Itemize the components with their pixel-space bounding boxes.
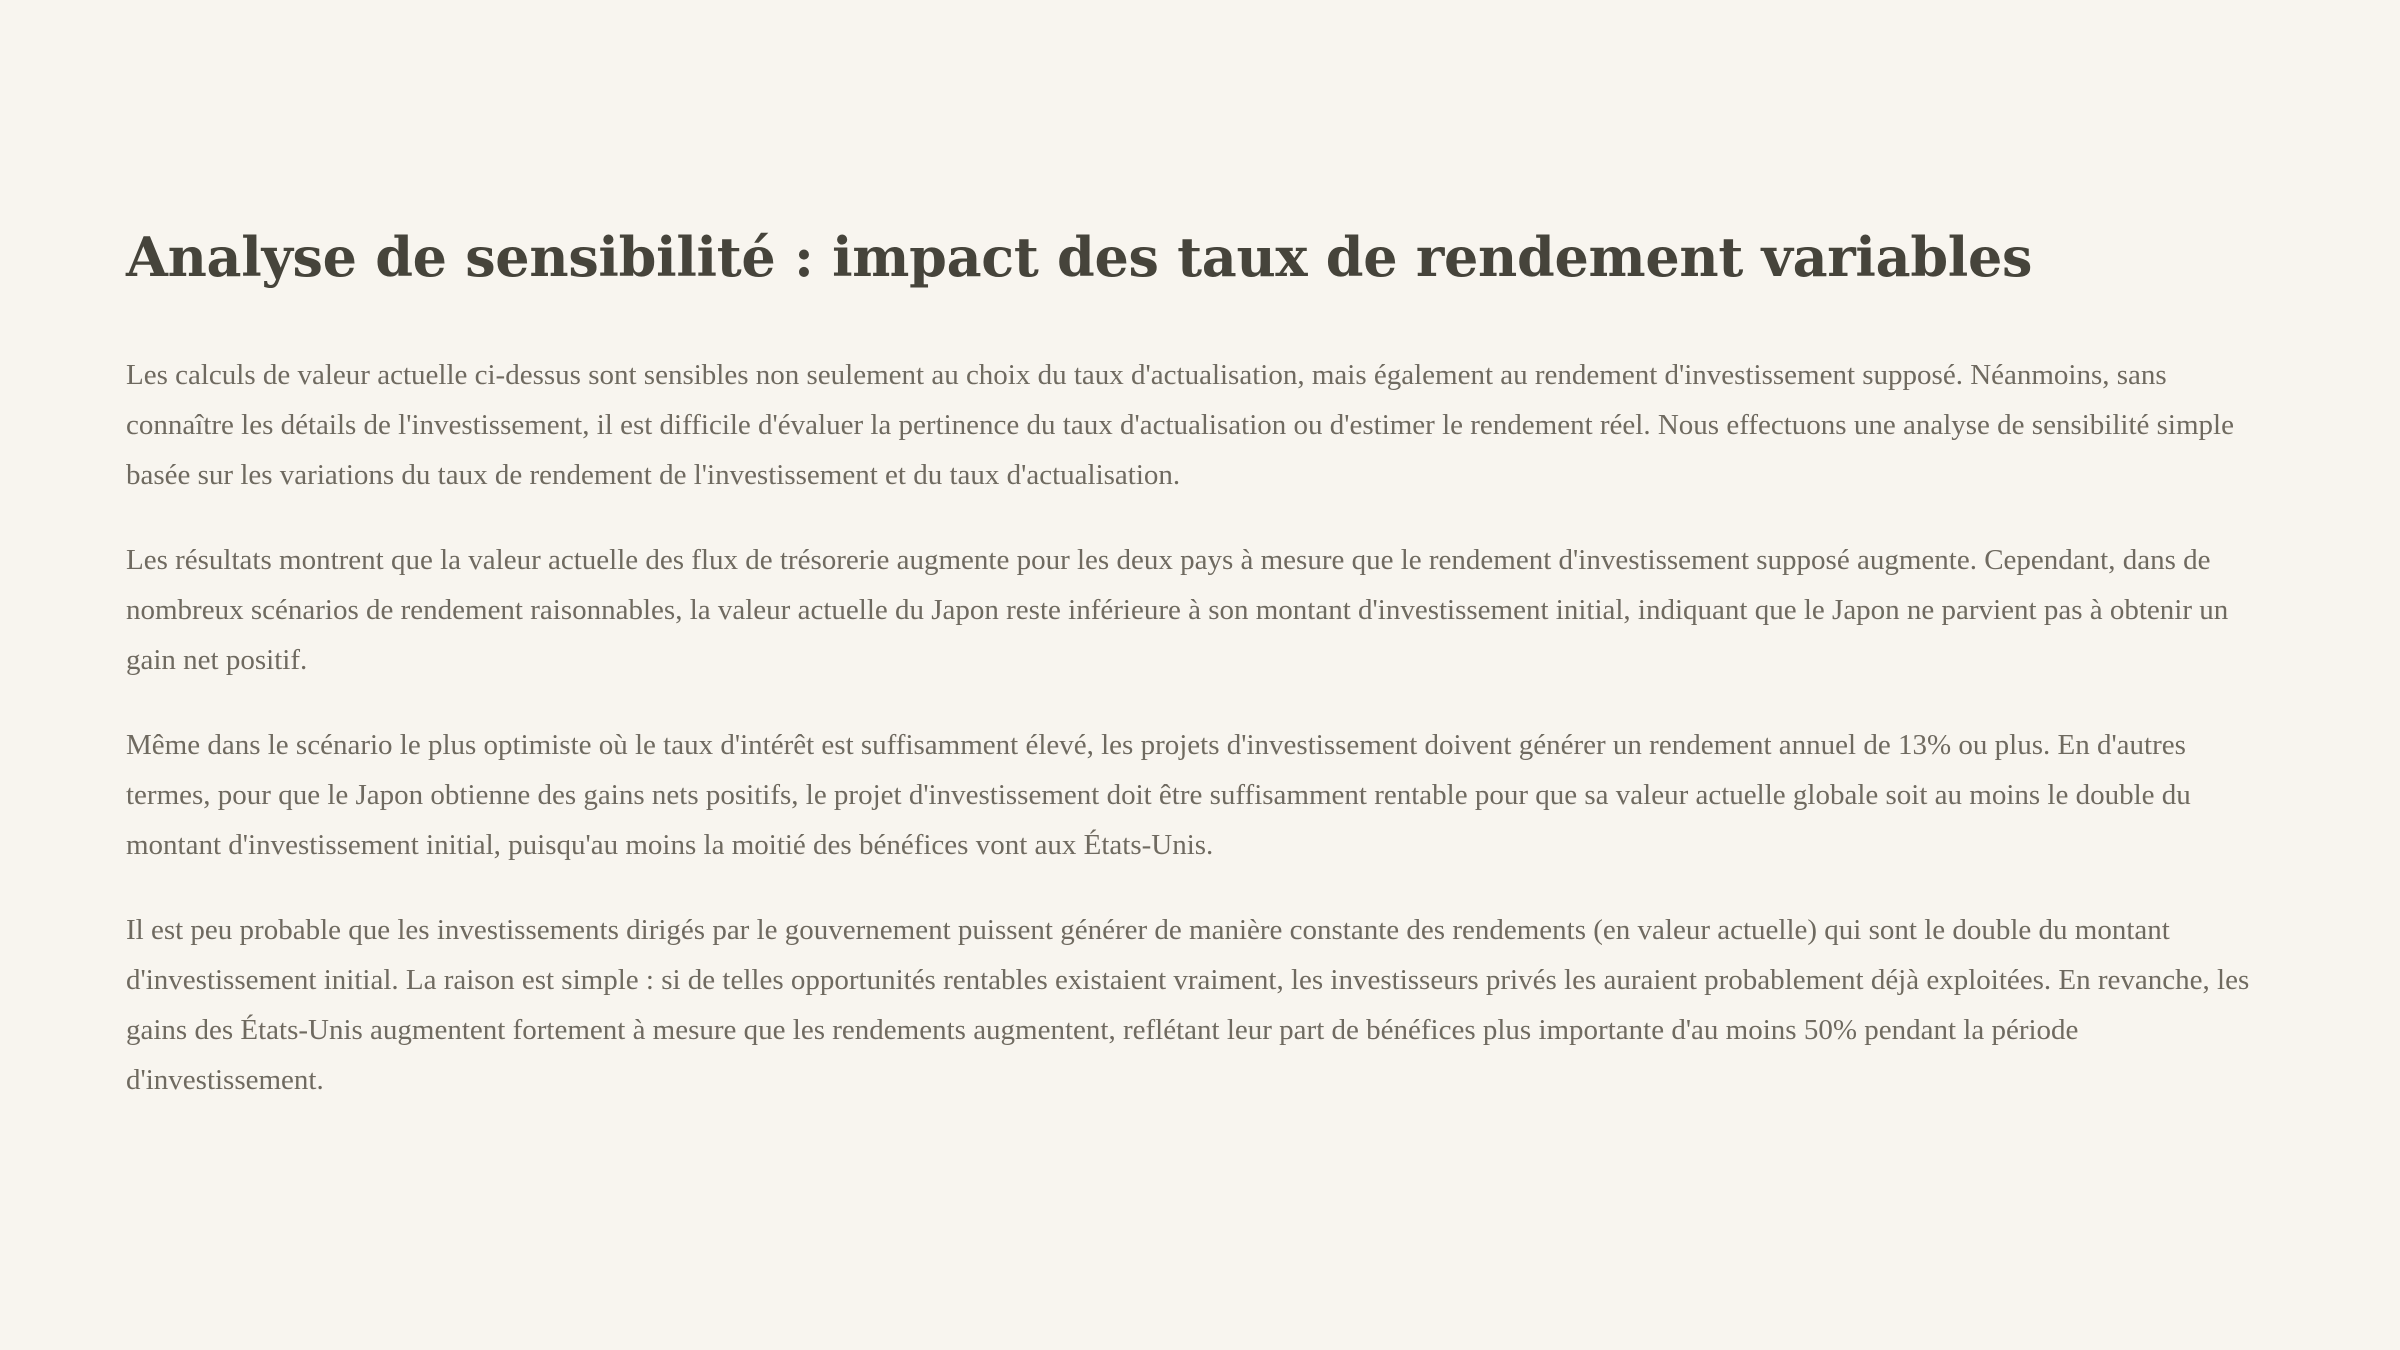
paragraph-3: Même dans le scénario le plus optimiste où le taux d'intérêt est suffisamment élevé, les projets d'investissement doivent générer un rendement annuel de 13% ou plus. En d'autres termes, pour que le Japon obtienne des gains nets positifs, le projet d'investissement doit être suffisamment rentable pour que sa valeur actuelle globale soit au moins le double du montant d'investissement initial, puisqu'au moins la moitié des bénéfices vont aux États-Unis. <box>126 729 2191 861</box>
paragraph-2: Les résultats montrent que la valeur actuelle des flux de trésorerie augmente pour les deux pays à mesure que le rendement d'investissement supposé augmente. Cependant, dans de nombreux scénarios de rendement raisonnables, la valeur actuelle du Japon reste inférieure à son montant d'investissement initial, indiquant que le Japon ne parvient pas à obtenir un gain net positif. <box>126 544 2229 676</box>
document-page <box>126 212 2266 1140</box>
page-title: Analyse de sensibilité : impact des taux de rendement variables <box>126 225 2033 289</box>
document-body <box>126 350 2266 1105</box>
paragraph-4: Il est peu probable que les investissements dirigés par le gouvernement puissent générer de manière constante des rendements (en valeur actuelle) qui sont le double du montant d'investissement initial. La raison est simple : si de telles opportunités rentables existaient vraiment, les investisseurs privés les auraient probablement déjà exploitées. En revanche, les gains des États-Unis augmentent fortement à mesure que les rendements augmentent, reflétant leur part de bénéfices plus importante d'au moins 50% pendant la période d'investissement. <box>126 914 2250 1096</box>
paragraph-1: Les calculs de valeur actuelle ci-dessus sont sensibles non seulement au choix du taux d'actualisation, mais également au rendement d'investissement supposé. Néanmoins, sans connaître les détails de l'investissement, il est difficile d'évaluer la pertinence du taux d'actualisation ou d'estimer le rendement réel. Nous effectuons une analyse de sensibilité simple basée sur les variations du taux de rendement de l'investissement et du taux d'actualisation. <box>126 359 2234 491</box>
